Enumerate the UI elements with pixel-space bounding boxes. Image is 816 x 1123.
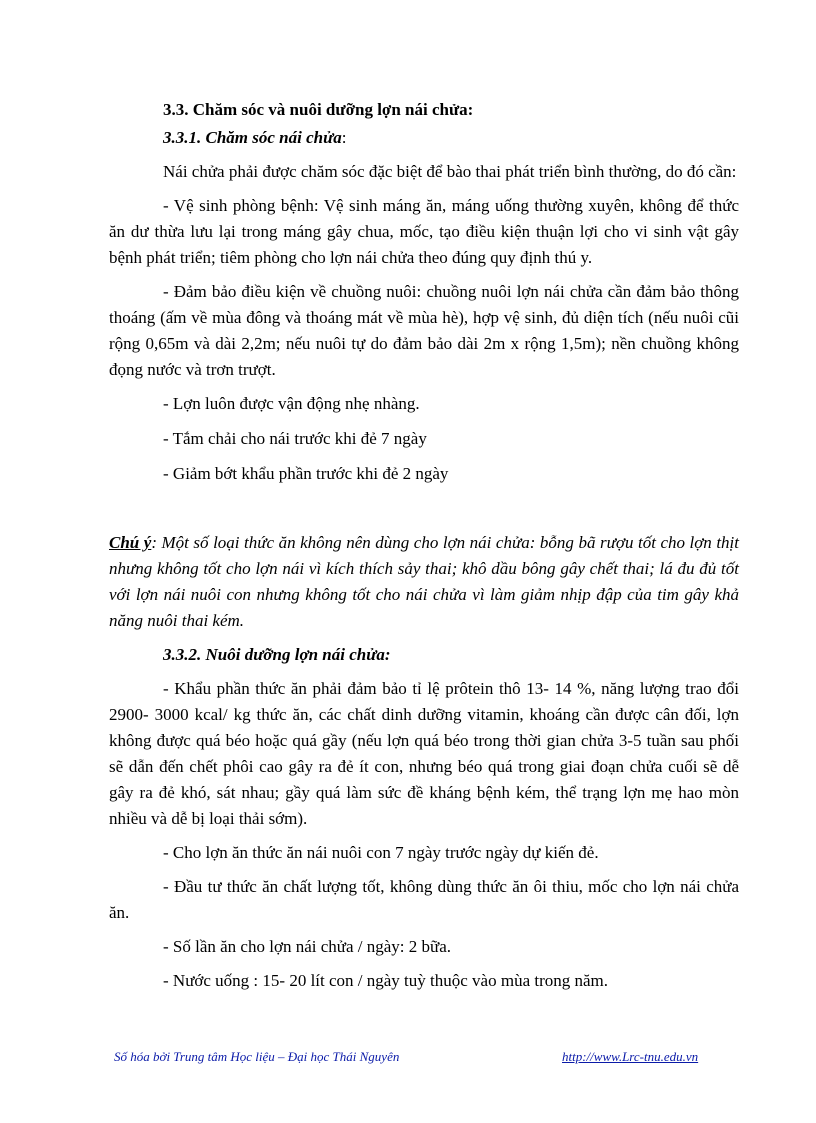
document-body	[109, 97, 740, 1002]
subsection-title-care-text: 3.3.1. Chăm sóc nái chửa	[163, 128, 342, 147]
feed-item-switch: - Cho lợn ăn thức ăn nái nuôi con 7 ngày trước ngày dự kiến đẻ.	[163, 843, 599, 862]
note-text: : Một số loại thức ăn không nên dùng cho lợn nái chửa: bỗng bã rượu tốt cho lợn thịt nhưng không tốt cho lợn nái vì kích thích sảy thai; khô dầu bông gây chết thai; lá đu đủ tốt với lợn nái nuôi con nhưng không tốt cho nái chửa vì làm giảm nhịp đập của tim gây khả năng nuôi thai kém.	[109, 533, 740, 630]
care-item-bathing: - Tắm chải cho nái trước khi đẻ 7 ngày	[163, 429, 427, 448]
footer-credit: Số hóa bởi Trung tâm Học liệu – Đại học Thái Nguyên	[114, 1049, 400, 1064]
feed-item-water: - Nước uống : 15- 20 lít con / ngày tuỳ thuộc vào mùa trong năm.	[163, 971, 609, 990]
care-intro: Nái chửa phải được chăm sóc đặc biệt để bào thai phát triển bình thường, do đó cần:	[163, 162, 737, 181]
section-heading: 3.3. Chăm sóc và nuôi dưỡng lợn nái chửa:	[163, 100, 474, 119]
care-item-exercise: - Lợn luôn được vận động nhẹ nhàng.	[163, 394, 420, 413]
care-item-housing: - Đảm bảo điều kiện về chuồng nuôi: chuồng nuôi lợn nái chửa cần đảm bảo thông thoáng (ấm về mùa đông và thoáng mát về mùa hè), hợp vệ sinh, đủ diện tích (nếu nuôi cũi rộng 0,65m và dài 2,2m; nếu nuôi tự do đảm bảo dài 2m x rộng 1,5m); nền chuồng không đọng nước và trơn trượt.	[109, 282, 739, 379]
feed-item-meals: - Số lần ăn cho lợn nái chửa / ngày: 2 bữa.	[163, 937, 452, 956]
care-item-hygiene: - Vệ sinh phòng bệnh: Vệ sinh máng ăn, máng uống thường xuyên, không để thức ăn dư thừa lưu lại trong máng gây chua, mốc, tạo điều kiện thuận lợi cho vi sinh vật gây bệnh phát triển; tiêm phòng cho lợn nái chửa theo đúng quy định thú y.	[109, 196, 739, 267]
note-paragraph	[109, 530, 739, 634]
subsection-title-care-colon: :	[341, 128, 347, 147]
note-label: Chú ý	[109, 533, 152, 552]
subsection-title-feeding: 3.3.2. Nuôi dưỡng lợn nái chửa:	[163, 645, 391, 664]
care-item-ration: - Giảm bớt khẩu phần trước khi đẻ 2 ngày	[163, 464, 449, 483]
footer-link[interactable]: http://www.Lrc-tnu.edu.vn	[562, 1049, 699, 1064]
subsection-title-care	[163, 125, 739, 151]
feed-item-quality: - Đầu tư thức ăn chất lượng tốt, không dùng thức ăn ôi thiu, mốc cho lợn nái chửa ăn.	[109, 877, 739, 922]
feed-item-ration: - Khẩu phần thức ăn phải đảm bảo tỉ lệ prôtein thô 13- 14 %, năng lượng trao đổi 2900- 3000 kcal/ kg thức ăn, các chất dinh dưỡng vitamin, khoáng cần được cân đối, lợn không được quá béo hoặc quá gầy (nếu lợn quá béo trong thời gian chửa 3-5 tuần sau phối sẽ dẫn đến chết phôi cao gây ra đẻ ít con, nhưng béo quá trong giai đoạn chửa cuối sẽ dễ gây ra đẻ khó, sát nhau; gầy quá làm sức đề kháng bệnh kém, thể trạng lợn mẹ hao mòn nhiều và dễ bị loại thải sớm).	[109, 679, 739, 828]
